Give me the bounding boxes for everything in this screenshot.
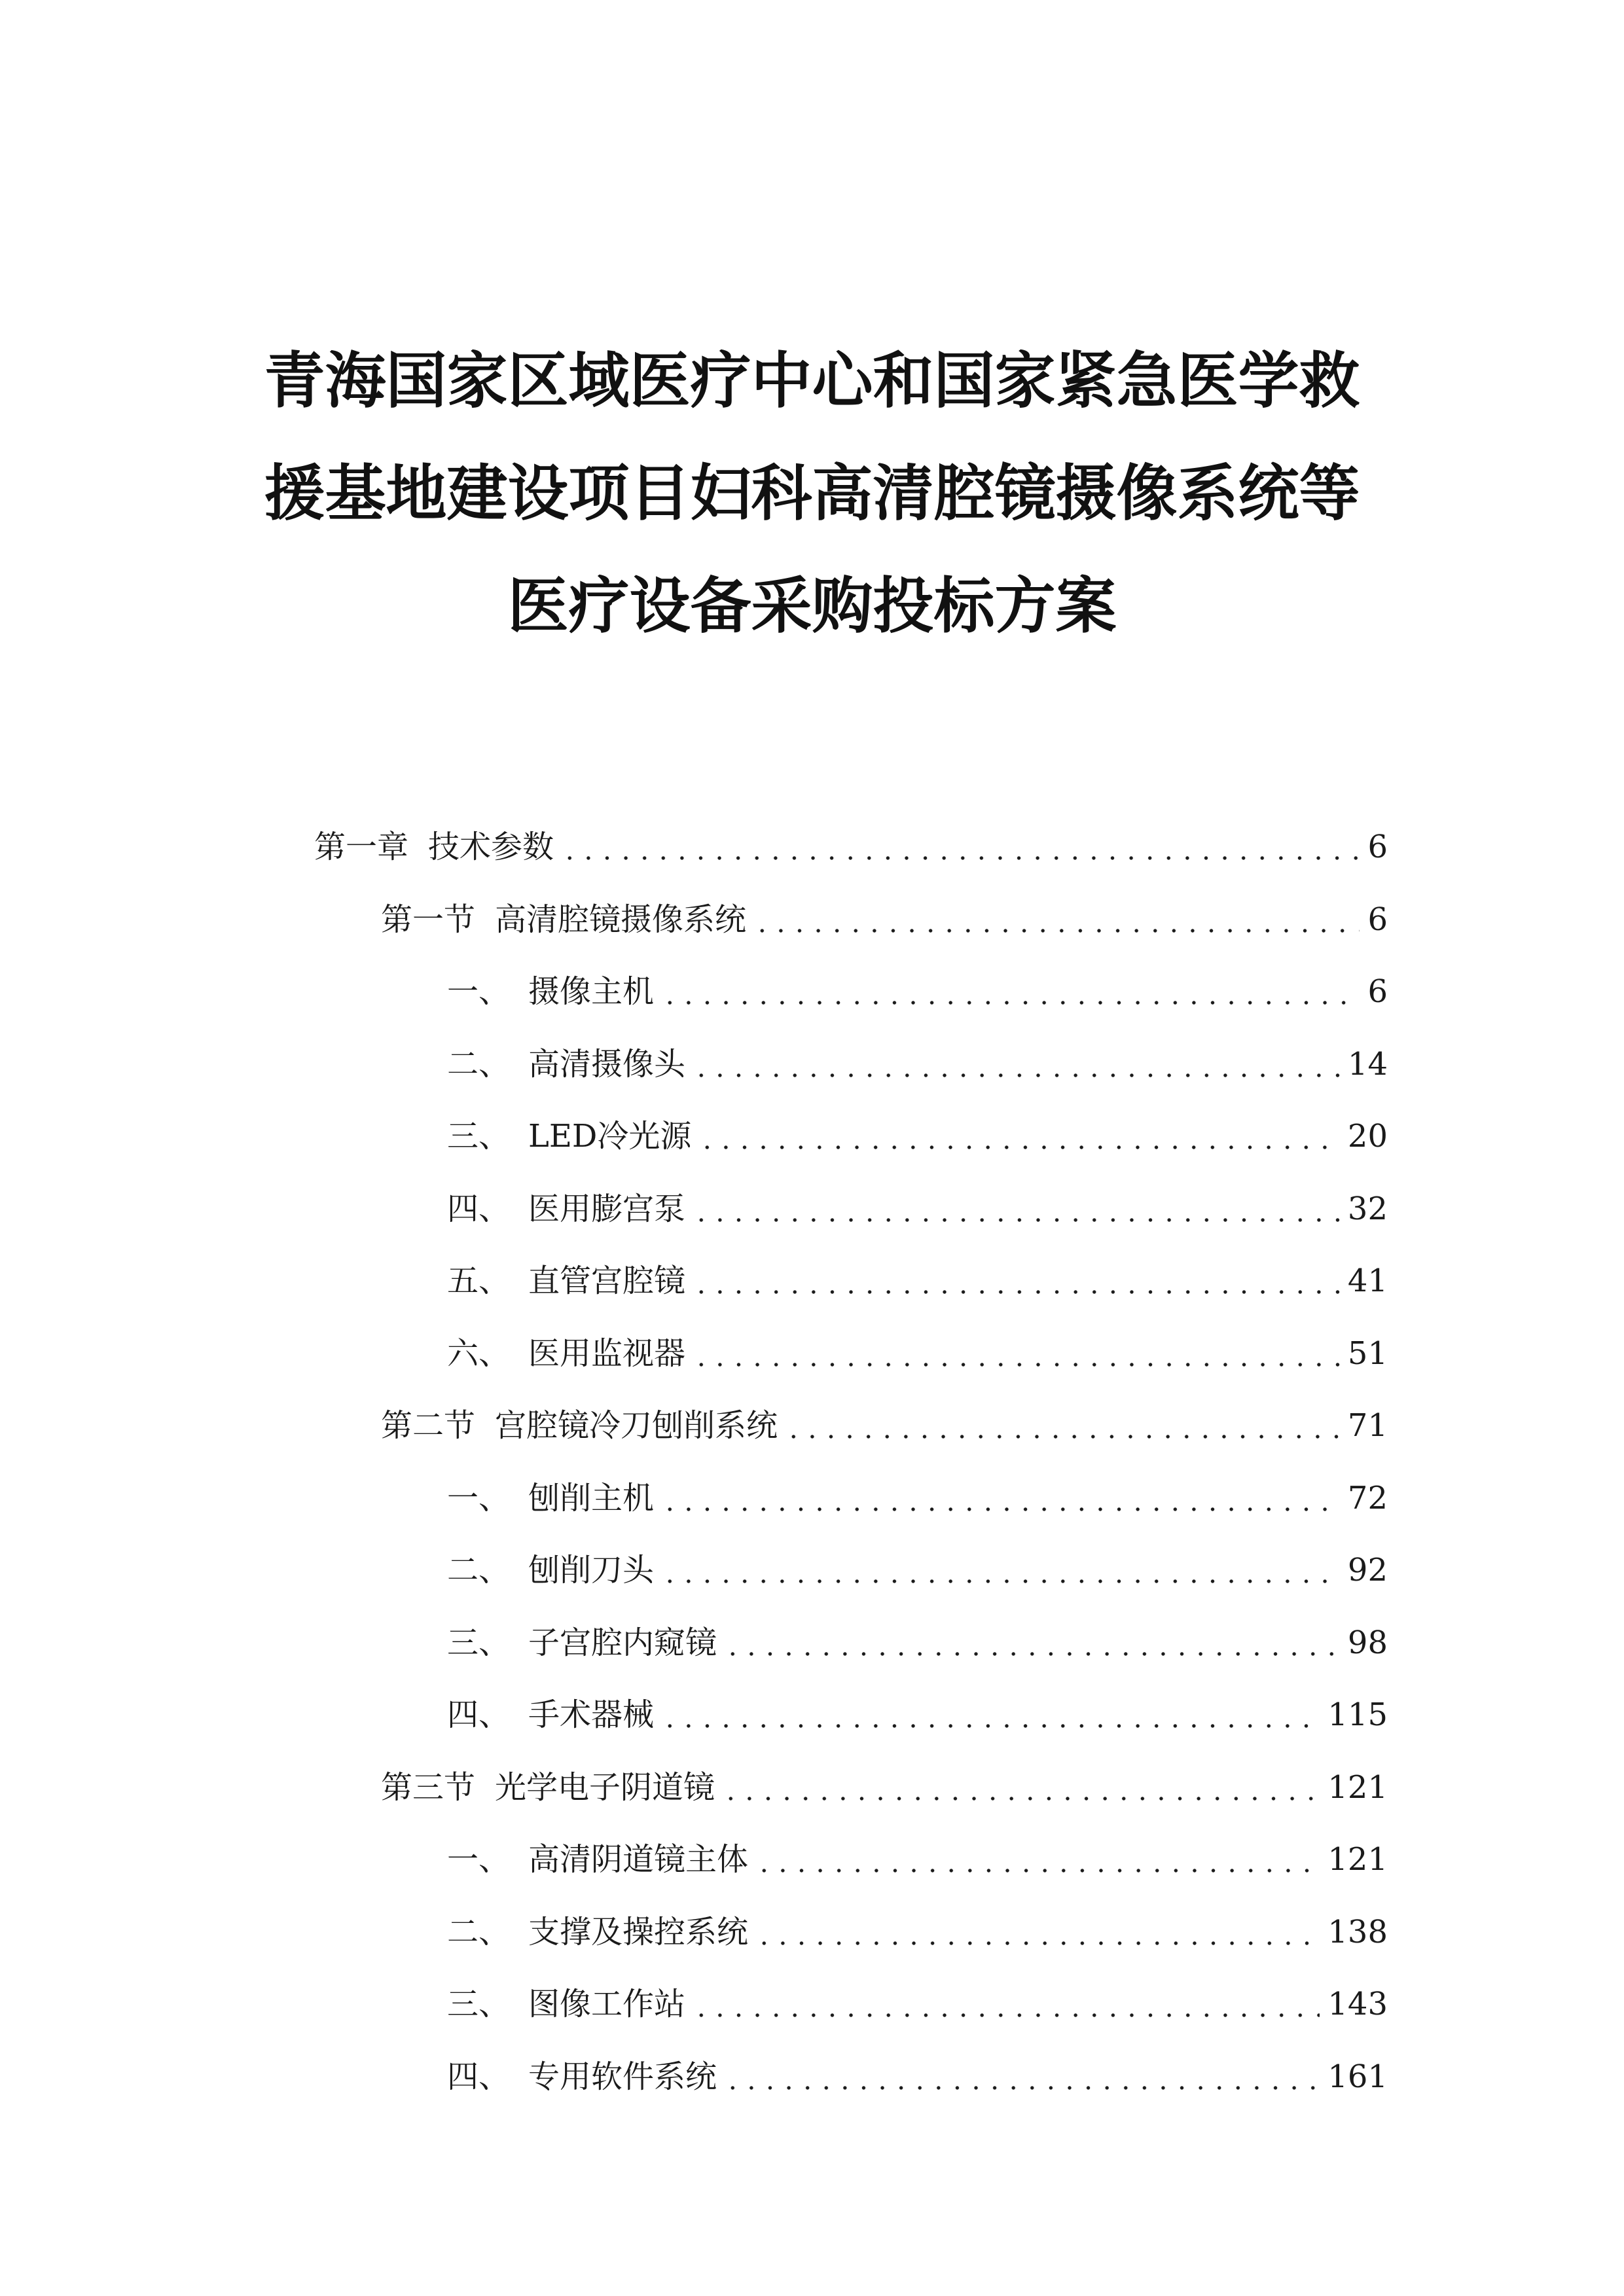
toc-number: 第三节 bbox=[381, 1768, 476, 1806]
toc-item-row bbox=[314, 1534, 1388, 1607]
toc-page-number: 92 bbox=[1347, 1552, 1388, 1588]
toc-page-number: 71 bbox=[1347, 1407, 1388, 1444]
toc-number: 五、 bbox=[447, 1263, 511, 1299]
toc-page-number: 51 bbox=[1347, 1335, 1388, 1372]
toc-dot-leader bbox=[660, 1679, 1320, 1751]
toc-label: 光学电子阴道镜 bbox=[495, 1768, 715, 1806]
toc-section-row bbox=[314, 1751, 1388, 1824]
toc-dot-leader bbox=[755, 1823, 1320, 1896]
toc-label: 刨削刀头 bbox=[528, 1552, 655, 1588]
toc-label: 专用软件系统 bbox=[528, 2058, 717, 2095]
toc-label: 高清腔镜摄像系统 bbox=[495, 901, 747, 938]
toc-item-row bbox=[314, 1896, 1388, 1969]
toc-number: 三、 bbox=[447, 1624, 511, 1661]
toc-dot-leader bbox=[753, 884, 1360, 956]
toc-item-row bbox=[314, 1245, 1388, 1318]
toc-number: 一、 bbox=[447, 1841, 511, 1878]
toc-dot-leader bbox=[560, 811, 1360, 884]
toc-page-number: 161 bbox=[1327, 2058, 1388, 2095]
toc-item-row bbox=[314, 1607, 1388, 1679]
toc-page-number: 138 bbox=[1327, 1913, 1388, 1950]
toc-page-number: 121 bbox=[1327, 1841, 1388, 1878]
toc-number: 二、 bbox=[447, 1913, 511, 1950]
toc-number: 三、 bbox=[447, 1986, 511, 2022]
toc-number: 一、 bbox=[447, 1479, 511, 1516]
toc-number: 二、 bbox=[447, 1045, 511, 1083]
toc-label: LED冷光源 bbox=[528, 1118, 692, 1155]
toc-item-row bbox=[314, 1679, 1388, 1751]
toc-page-number: 32 bbox=[1347, 1190, 1388, 1227]
toc-dot-leader bbox=[692, 1968, 1320, 2041]
toc-label: 直管宫腔镜 bbox=[528, 1263, 686, 1299]
toc-page-number: 6 bbox=[1367, 973, 1388, 1010]
toc-page-number: 98 bbox=[1347, 1624, 1388, 1661]
toc-item-row bbox=[314, 1968, 1388, 2041]
toc-number: 三、 bbox=[447, 1118, 511, 1155]
toc-dot-leader bbox=[692, 1028, 1340, 1101]
title-line-1: 青海国家区域医疗中心和国家紧急医学救 bbox=[264, 346, 1360, 416]
toc-label: 图像工作站 bbox=[528, 1986, 686, 2022]
toc-dot-leader bbox=[755, 1896, 1320, 1969]
toc-label: 刨削主机 bbox=[528, 1479, 655, 1516]
toc-label: 宫腔镜冷刀刨削系统 bbox=[495, 1407, 778, 1444]
toc-number: 四、 bbox=[447, 1190, 511, 1227]
toc-dot-leader bbox=[784, 1390, 1340, 1462]
toc-page-number: 20 bbox=[1347, 1118, 1388, 1155]
toc-dot-leader bbox=[698, 1100, 1340, 1173]
toc-dot-leader bbox=[660, 956, 1360, 1028]
toc-item-row bbox=[314, 1318, 1388, 1390]
toc-dot-leader bbox=[723, 1607, 1340, 1679]
toc-item-row bbox=[314, 956, 1388, 1028]
toc-page-number: 14 bbox=[1347, 1045, 1388, 1083]
toc-page-number: 72 bbox=[1347, 1479, 1388, 1516]
toc-dot-leader bbox=[723, 2041, 1320, 2113]
toc-dot-leader bbox=[692, 1245, 1340, 1318]
toc-section-row bbox=[314, 1390, 1388, 1462]
toc-number: 第二节 bbox=[381, 1407, 476, 1444]
toc-label: 医用膨宫泵 bbox=[528, 1190, 686, 1227]
toc-item-row bbox=[314, 1173, 1388, 1246]
toc-label: 高清摄像头 bbox=[528, 1045, 686, 1083]
toc-item-row bbox=[314, 1462, 1388, 1535]
toc-dot-leader bbox=[692, 1173, 1340, 1246]
toc-dot-leader bbox=[660, 1462, 1340, 1535]
title-line-3: 医疗设备采购投标方案 bbox=[507, 571, 1117, 641]
toc-page-number: 143 bbox=[1327, 1986, 1388, 2022]
toc-page-number: 6 bbox=[1367, 829, 1388, 865]
toc-number: 二、 bbox=[447, 1552, 511, 1588]
toc-page-number: 121 bbox=[1327, 1768, 1388, 1806]
title-line-2: 援基地建设项目妇科高清腔镜摄像系统等 bbox=[264, 458, 1360, 529]
toc-label: 医用监视器 bbox=[528, 1335, 686, 1372]
toc-item-row bbox=[314, 2041, 1388, 2113]
toc-number: 第一章 bbox=[314, 829, 409, 865]
toc-page-number: 6 bbox=[1367, 901, 1388, 938]
toc-section-row bbox=[314, 884, 1388, 956]
toc-number: 四、 bbox=[447, 1696, 511, 1733]
document-title bbox=[0, 325, 1624, 662]
toc-item-row bbox=[314, 1028, 1388, 1101]
toc-chapter-row bbox=[314, 811, 1388, 884]
toc-label: 摄像主机 bbox=[528, 973, 655, 1010]
toc-label: 技术参数 bbox=[428, 829, 554, 865]
toc-dot-leader bbox=[721, 1751, 1320, 1824]
toc-page-number: 115 bbox=[1327, 1696, 1388, 1733]
table-of-contents bbox=[314, 811, 1388, 2113]
toc-number: 六、 bbox=[447, 1335, 511, 1372]
toc-label: 支撑及操控系统 bbox=[528, 1913, 749, 1950]
toc-label: 高清阴道镜主体 bbox=[528, 1841, 749, 1878]
toc-label: 手术器械 bbox=[528, 1696, 655, 1733]
toc-number: 一、 bbox=[447, 973, 511, 1010]
toc-number: 四、 bbox=[447, 2058, 511, 2095]
toc-item-row bbox=[314, 1823, 1388, 1896]
toc-number: 第一节 bbox=[381, 901, 476, 938]
toc-label: 子宫腔内窥镜 bbox=[528, 1624, 717, 1661]
toc-item-row bbox=[314, 1100, 1388, 1173]
toc-dot-leader bbox=[660, 1534, 1340, 1607]
toc-page-number: 41 bbox=[1347, 1263, 1388, 1299]
toc-dot-leader bbox=[692, 1318, 1340, 1390]
